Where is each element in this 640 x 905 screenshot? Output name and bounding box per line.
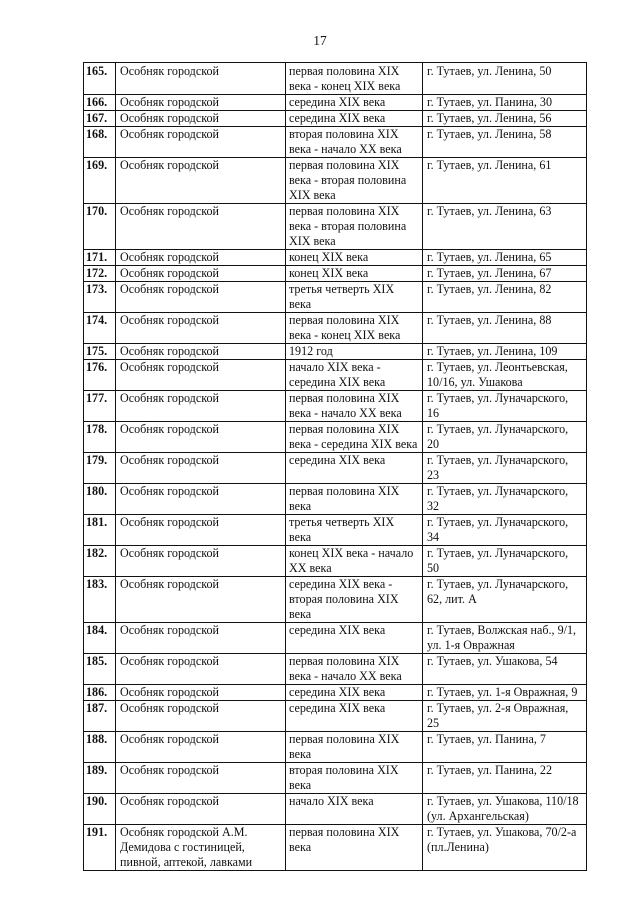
page-number: 17 bbox=[313, 33, 327, 48]
address-cell: г. Тутаев, ул. Панина, 7 bbox=[423, 732, 587, 763]
address-cell: г. Тутаев, ул. Панина, 22 bbox=[423, 763, 587, 794]
dating-period-cell: первая половина XIX века - конец XIX века bbox=[286, 63, 423, 95]
table-row bbox=[84, 732, 587, 763]
object-name-cell: Особняк городской bbox=[116, 654, 286, 685]
row-number-cell: 185. bbox=[84, 654, 116, 685]
object-name-cell: Особняк городской bbox=[116, 250, 286, 266]
dating-period-cell: третья четверть XIX века bbox=[286, 515, 423, 546]
table-row bbox=[84, 701, 587, 732]
address-cell: г. Тутаев, ул. Ленина, 82 bbox=[423, 282, 587, 313]
dating-period-cell: середина XIX века - вторая половина XIX века bbox=[286, 577, 423, 623]
row-number-cell: 188. bbox=[84, 732, 116, 763]
object-name-cell: Особняк городской bbox=[116, 685, 286, 701]
row-number-cell: 169. bbox=[84, 158, 116, 204]
address-cell: г. Тутаев, ул. Луначарского, 16 bbox=[423, 391, 587, 422]
object-name-cell: Особняк городской bbox=[116, 453, 286, 484]
row-number-cell: 171. bbox=[84, 250, 116, 266]
dating-period-cell: начало XIX века bbox=[286, 794, 423, 825]
table-body bbox=[84, 63, 587, 871]
dating-period-cell: середина XIX века bbox=[286, 623, 423, 654]
row-number-cell: 189. bbox=[84, 763, 116, 794]
address-cell: г. Тутаев, ул. Ленина, 63 bbox=[423, 204, 587, 250]
dating-period-cell: 1912 год bbox=[286, 344, 423, 360]
row-number-cell: 178. bbox=[84, 422, 116, 453]
dating-period-cell: первая половина XIX века - вторая половина XIX века bbox=[286, 158, 423, 204]
row-number-cell: 168. bbox=[84, 127, 116, 158]
object-name-cell: Особняк городской bbox=[116, 95, 286, 111]
dating-period-cell: первая половина XIX века bbox=[286, 484, 423, 515]
row-number-cell: 174. bbox=[84, 313, 116, 344]
table-row bbox=[84, 266, 587, 282]
address-cell: г. Тутаев, ул. Ушакова, 110/18 (ул. Архангельская) bbox=[423, 794, 587, 825]
dating-period-cell: первая половина XIX века - конец XIX века bbox=[286, 313, 423, 344]
object-name-cell: Особняк городской bbox=[116, 391, 286, 422]
address-cell: г. Тутаев, ул. Ленина, 109 bbox=[423, 344, 587, 360]
dating-period-cell: первая половина XIX века - середина XIX века bbox=[286, 422, 423, 453]
address-cell: г. Тутаев, ул. Луначарского, 34 bbox=[423, 515, 587, 546]
row-number-cell: 190. bbox=[84, 794, 116, 825]
address-cell: г. Тутаев, ул. Леонтьевская, 10/16, ул. Ушакова bbox=[423, 360, 587, 391]
monuments-table bbox=[83, 62, 587, 871]
object-name-cell: Особняк городской bbox=[116, 282, 286, 313]
object-name-cell: Особняк городской bbox=[116, 313, 286, 344]
object-name-cell: Особняк городской bbox=[116, 204, 286, 250]
address-cell: г. Тутаев, ул. Ленина, 56 bbox=[423, 111, 587, 127]
row-number-cell: 179. bbox=[84, 453, 116, 484]
table-row bbox=[84, 63, 587, 95]
dating-period-cell: вторая половина XIX века bbox=[286, 763, 423, 794]
object-name-cell: Особняк городской bbox=[116, 623, 286, 654]
row-number-cell: 175. bbox=[84, 344, 116, 360]
row-number-cell: 173. bbox=[84, 282, 116, 313]
table-row bbox=[84, 577, 587, 623]
dating-period-cell: середина XIX века bbox=[286, 111, 423, 127]
dating-period-cell: первая половина XIX века bbox=[286, 732, 423, 763]
table-row bbox=[84, 282, 587, 313]
table-row bbox=[84, 763, 587, 794]
table-row bbox=[84, 313, 587, 344]
object-name-cell: Особняк городской bbox=[116, 111, 286, 127]
object-name-cell: Особняк городской bbox=[116, 63, 286, 95]
table-row bbox=[84, 204, 587, 250]
dating-period-cell: вторая половина XIX века - начало XX века bbox=[286, 127, 423, 158]
row-number-cell: 177. bbox=[84, 391, 116, 422]
table-row bbox=[84, 422, 587, 453]
row-number-cell: 187. bbox=[84, 701, 116, 732]
row-number-cell: 172. bbox=[84, 266, 116, 282]
table-row bbox=[84, 95, 587, 111]
row-number-cell: 183. bbox=[84, 577, 116, 623]
dating-period-cell: середина XIX века bbox=[286, 685, 423, 701]
dating-period-cell: конец XIX века bbox=[286, 266, 423, 282]
object-name-cell: Особняк городской bbox=[116, 127, 286, 158]
row-number-cell: 186. bbox=[84, 685, 116, 701]
address-cell: г. Тутаев, ул. Луначарского, 20 bbox=[423, 422, 587, 453]
table-row bbox=[84, 654, 587, 685]
dating-period-cell: первая половина XIX века - начало XX века bbox=[286, 391, 423, 422]
address-cell: г. Тутаев, ул. Ленина, 88 bbox=[423, 313, 587, 344]
table-row bbox=[84, 453, 587, 484]
address-cell: г. Тутаев, ул. Ленина, 50 bbox=[423, 63, 587, 95]
object-name-cell: Особняк городской bbox=[116, 546, 286, 577]
object-name-cell: Особняк городской bbox=[116, 158, 286, 204]
dating-period-cell: начало XIX века - середина XIX века bbox=[286, 360, 423, 391]
object-name-cell: Особняк городской bbox=[116, 344, 286, 360]
row-number-cell: 165. bbox=[84, 63, 116, 95]
address-cell: г. Тутаев, Волжская наб., 9/1, ул. 1-я Овражная bbox=[423, 623, 587, 654]
dating-period-cell: середина XIX века bbox=[286, 701, 423, 732]
table-row bbox=[84, 825, 587, 871]
dating-period-cell: первая половина XIX века bbox=[286, 825, 423, 871]
object-name-cell: Особняк городской А.М. Демидова с гостиницей, пивной, аптекой, лавками bbox=[116, 825, 286, 871]
dating-period-cell: первая половина XIX века - начало XX века bbox=[286, 654, 423, 685]
table-row bbox=[84, 127, 587, 158]
address-cell: г. Тутаев, ул. Луначарского, 50 bbox=[423, 546, 587, 577]
row-number-cell: 184. bbox=[84, 623, 116, 654]
address-cell: г. Тутаев, ул. Ленина, 58 bbox=[423, 127, 587, 158]
dating-period-cell: конец XIX века - начало XX века bbox=[286, 546, 423, 577]
address-cell: г. Тутаев, ул. Луначарского, 23 bbox=[423, 453, 587, 484]
address-cell: г. Тутаев, ул. Панина, 30 bbox=[423, 95, 587, 111]
address-cell: г. Тутаев, ул. Луначарского, 62, лит. А bbox=[423, 577, 587, 623]
address-cell: г. Тутаев, ул. 1-я Овражная, 9 bbox=[423, 685, 587, 701]
row-number-cell: 181. bbox=[84, 515, 116, 546]
dating-period-cell: конец XIX века bbox=[286, 250, 423, 266]
table-row bbox=[84, 344, 587, 360]
object-name-cell: Особняк городской bbox=[116, 515, 286, 546]
address-cell: г. Тутаев, ул. Ленина, 65 bbox=[423, 250, 587, 266]
address-cell: г. Тутаев, ул. Ушакова, 70/2-а (пл.Ленина) bbox=[423, 825, 587, 871]
object-name-cell: Особняк городской bbox=[116, 701, 286, 732]
dating-period-cell: середина XIX века bbox=[286, 453, 423, 484]
row-number-cell: 170. bbox=[84, 204, 116, 250]
table-row bbox=[84, 158, 587, 204]
table-row bbox=[84, 250, 587, 266]
table-row bbox=[84, 685, 587, 701]
object-name-cell: Особняк городской bbox=[116, 732, 286, 763]
table-row bbox=[84, 360, 587, 391]
object-name-cell: Особняк городской bbox=[116, 266, 286, 282]
row-number-cell: 180. bbox=[84, 484, 116, 515]
table-row bbox=[84, 111, 587, 127]
address-cell: г. Тутаев, ул. Ленина, 67 bbox=[423, 266, 587, 282]
address-cell: г. Тутаев, ул. Ленина, 61 bbox=[423, 158, 587, 204]
address-cell: г. Тутаев, ул. 2-я Овражная, 25 bbox=[423, 701, 587, 732]
table-row bbox=[84, 391, 587, 422]
object-name-cell: Особняк городской bbox=[116, 484, 286, 515]
object-name-cell: Особняк городской bbox=[116, 360, 286, 391]
address-cell: г. Тутаев, ул. Ушакова, 54 bbox=[423, 654, 587, 685]
object-name-cell: Особняк городской bbox=[116, 763, 286, 794]
object-name-cell: Особняк городской bbox=[116, 794, 286, 825]
row-number-cell: 167. bbox=[84, 111, 116, 127]
row-number-cell: 166. bbox=[84, 95, 116, 111]
dating-period-cell: середина XIX века bbox=[286, 95, 423, 111]
object-name-cell: Особняк городской bbox=[116, 577, 286, 623]
dating-period-cell: третья четверть XIX века bbox=[286, 282, 423, 313]
table-row bbox=[84, 515, 587, 546]
table-row bbox=[84, 623, 587, 654]
table-row bbox=[84, 546, 587, 577]
row-number-cell: 176. bbox=[84, 360, 116, 391]
address-cell: г. Тутаев, ул. Луначарского, 32 bbox=[423, 484, 587, 515]
table-row bbox=[84, 484, 587, 515]
row-number-cell: 182. bbox=[84, 546, 116, 577]
object-name-cell: Особняк городской bbox=[116, 422, 286, 453]
dating-period-cell: первая половина XIX века - вторая половина XIX века bbox=[286, 204, 423, 250]
row-number-cell: 191. bbox=[84, 825, 116, 871]
table-row bbox=[84, 794, 587, 825]
